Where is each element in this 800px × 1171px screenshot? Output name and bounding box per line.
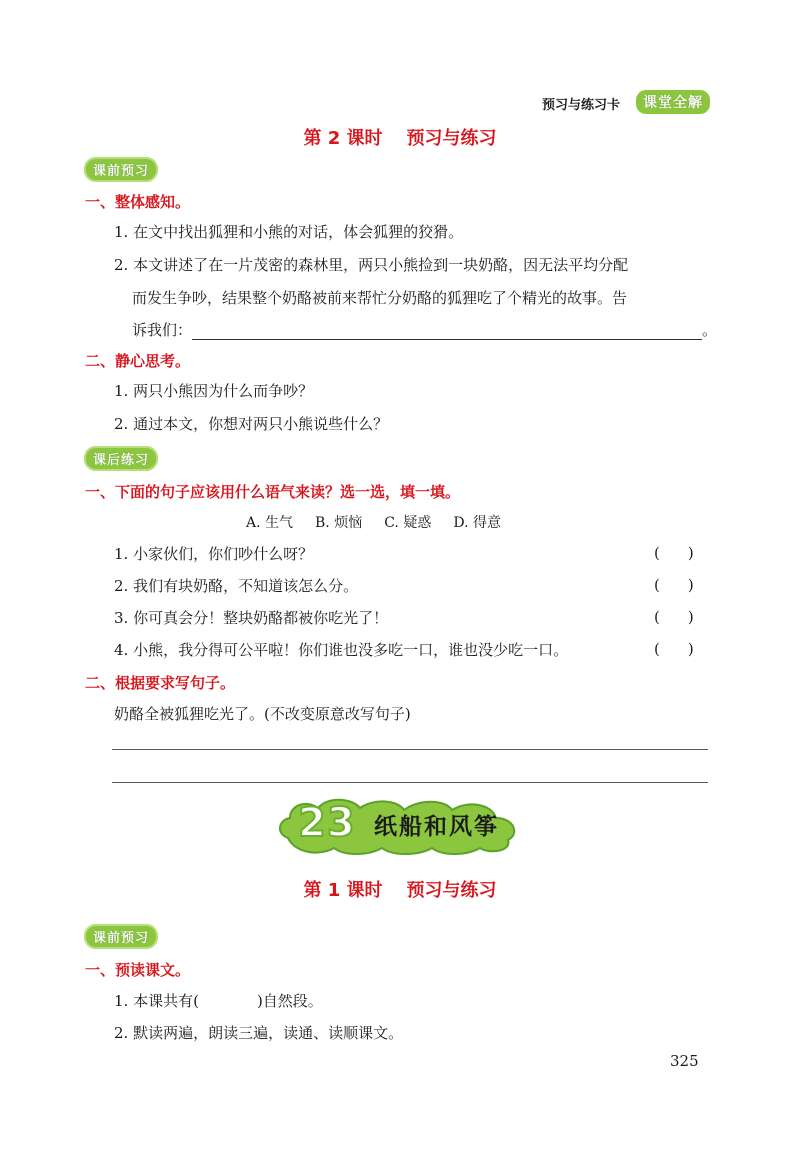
- answer-paren[interactable]: [654, 544, 694, 562]
- section-heading: 一、整体感知。: [85, 193, 191, 211]
- lesson-subtitle: 预习与练习: [406, 128, 497, 149]
- section-heading: 一、下面的句子应该用什么语气来读？选一选，填一填。: [85, 483, 461, 501]
- paren-close: ): [687, 608, 694, 626]
- paren-open: (: [654, 640, 660, 658]
- unit-banner: [274, 794, 522, 856]
- unit-number: 23: [298, 800, 356, 846]
- answer-line[interactable]: [112, 782, 708, 783]
- section-heading: 二、静心思考。: [85, 352, 191, 370]
- paren-open: (: [654, 608, 660, 626]
- question-text: 2. 本文讲述了在一片茂密的森林里，两只小熊捡到一块奶酪，因无法平均分配: [114, 256, 629, 274]
- exercise-item: 4. 小熊，我分得可公平啦！你们谁也没多吃一口，谁也没少吃一口。: [114, 641, 569, 659]
- choice-a: A. 生气: [246, 515, 294, 531]
- lesson-title: [0, 124, 800, 150]
- preview-tag: 课前预习: [84, 157, 158, 182]
- fill-suffix: 。: [702, 321, 718, 339]
- paren-open: (: [654, 576, 660, 594]
- paren-close: ): [687, 640, 694, 658]
- question-text: [114, 991, 323, 1011]
- question-text: [132, 320, 717, 340]
- question-text: 1. 两只小熊因为什么而争吵？: [114, 382, 314, 400]
- answer-line[interactable]: [112, 749, 708, 750]
- lesson-number: 第 2 课时: [303, 128, 383, 149]
- lesson-number: 第 1 课时: [303, 880, 383, 901]
- paren-open: (: [654, 544, 660, 562]
- section-heading: 一、预读课文。: [85, 961, 191, 979]
- lesson-title: [0, 876, 800, 902]
- answer-paren[interactable]: [654, 640, 694, 658]
- question-text: 2. 通过本文，你想对两只小熊说些什么？: [114, 415, 389, 433]
- answer-paren[interactable]: [654, 576, 694, 594]
- running-header: 预习与练习卡: [541, 98, 620, 113]
- exercise-item: 3. 你可真会分！整块奶酪都被你吃光了！: [114, 609, 389, 627]
- rewrite-prompt: 奶酪全被狐狸吃光了。(不改变原意改写句子): [114, 705, 411, 723]
- preview-tag: 课前预习: [84, 924, 158, 949]
- fill-suffix: )自然段。: [256, 992, 323, 1010]
- answer-paren[interactable]: [654, 608, 694, 626]
- question-text: 2. 默读两遍，朗读三遍，读通、读顺课文。: [114, 1024, 404, 1042]
- question-text: 1. 在文中找出狐狸和小熊的对话，体会狐狸的狡猾。: [114, 223, 464, 241]
- lesson-subtitle: 预习与练习: [406, 880, 497, 901]
- choice-b: B. 烦恼: [315, 515, 363, 531]
- page-number: 325: [670, 1052, 699, 1070]
- choice-d: D. 得意: [453, 515, 501, 531]
- paren-close: ): [687, 576, 694, 594]
- fill-prefix: 诉我们：: [132, 321, 193, 339]
- unit-title: 纸船和风筝: [374, 814, 499, 840]
- section-heading: 二、根据要求写句子。: [85, 674, 236, 692]
- choice-options: [246, 512, 523, 532]
- question-text: 而发生争吵，结果整个奶酪被前来帮忙分奶酪的狐狸吃了个精光的故事。告: [132, 289, 628, 307]
- practice-tag: 课后练习: [84, 446, 158, 471]
- fill-prefix: 1. 本课共有(: [114, 992, 199, 1010]
- exercise-item: 2. 我们有块奶酪，不知道该怎么分。: [114, 577, 359, 595]
- choice-c: C. 疑惑: [384, 515, 432, 531]
- paren-close: ): [687, 544, 694, 562]
- answer-blank[interactable]: [192, 323, 702, 340]
- header-badge: 课堂全解: [636, 90, 710, 114]
- exercise-item: 1. 小家伙们，你们吵什么呀？: [114, 545, 314, 563]
